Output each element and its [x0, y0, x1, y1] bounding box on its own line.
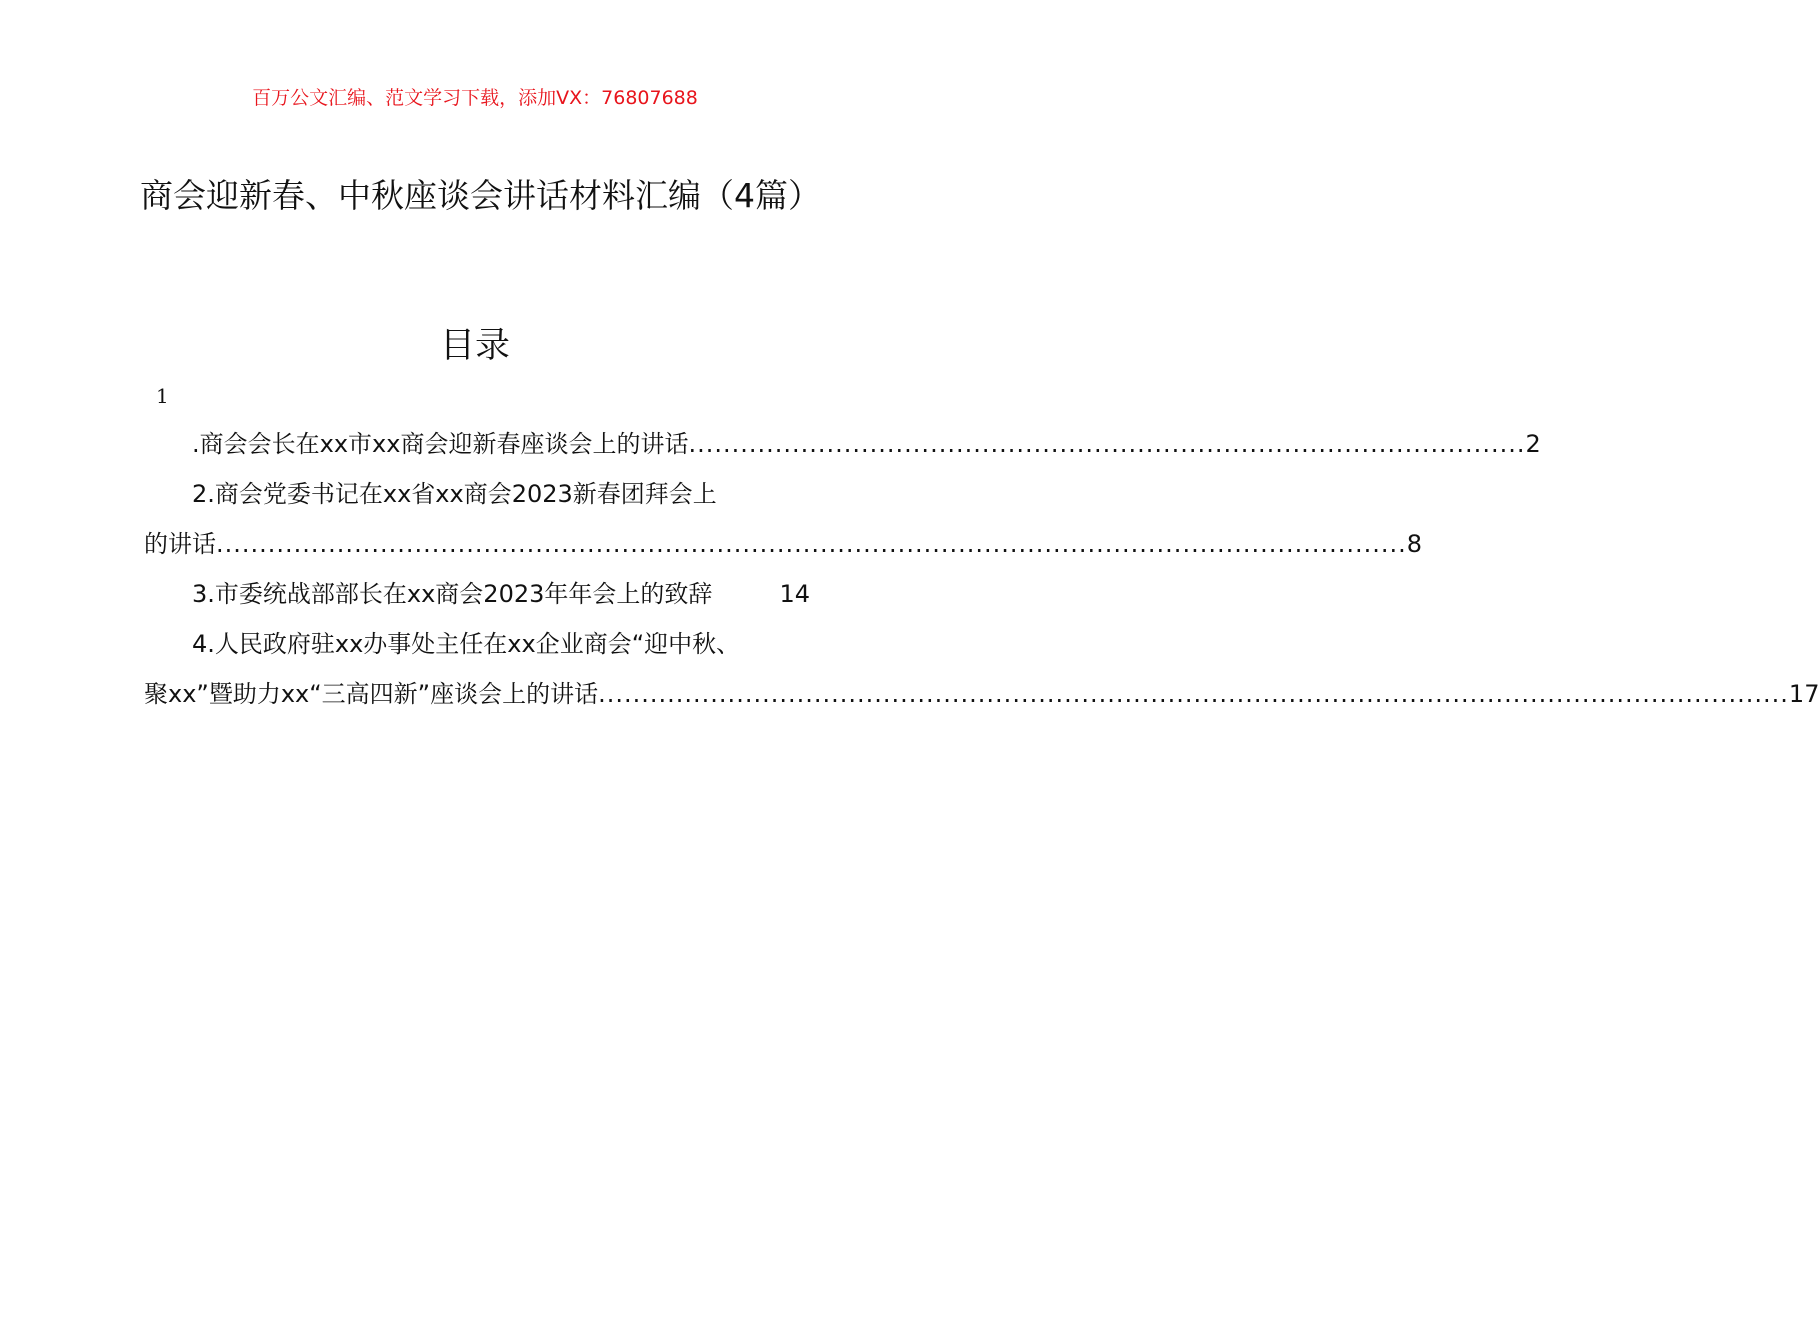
toc-entry-3-page: 14: [779, 580, 810, 608]
toc-entry-1-title: .商会会长在xx市xx商会迎新春座谈会上的讲话: [192, 430, 689, 458]
toc-marker: 1: [156, 384, 169, 408]
toc-entry-4-title-cont: 聚xx”暨助力xx“三高四新”座谈会上的讲话: [144, 680, 599, 708]
toc-entry-4-page: 17: [1788, 680, 1819, 708]
toc-leader-dots: ..........................................................................................................................................: [598, 680, 1789, 708]
toc-entry-2-page: 8: [1406, 530, 1423, 558]
toc-leader-dots: .................................................................................................: [688, 430, 1526, 458]
toc-entry-4[interactable]: [144, 627, 810, 661]
toc-entry-2-continued[interactable]: [144, 527, 1423, 561]
toc-entry-1[interactable]: [144, 427, 1541, 461]
toc-entry-3[interactable]: [144, 577, 810, 611]
toc-leader-dots: ..........................................................................................................................................: [216, 530, 1407, 558]
toc-entry-2-title-cont: 的讲话: [144, 530, 216, 558]
toc-entry-2-title: 2.商会党委书记在xx省xx商会2023新春团拜会上: [192, 480, 717, 508]
document-title: 商会迎新春、中秋座谈会讲话材料汇编（4篇）: [140, 176, 821, 215]
header-note: 百万公文汇编、范文学习下载，添加VX：76807688: [252, 87, 698, 109]
toc-entry-2[interactable]: [144, 477, 810, 511]
toc-entry-4-continued[interactable]: [144, 677, 1819, 711]
toc-entry-3-title: 3.市委统战部部长在xx商会2023年年会上的致辞: [192, 580, 713, 608]
toc-heading: 目录: [439, 326, 510, 366]
toc-entry-1-page: 2: [1525, 430, 1541, 458]
toc-entry-4-title: 4.人民政府驻xx办事处主任在xx企业商会“迎中秋、: [192, 630, 741, 658]
